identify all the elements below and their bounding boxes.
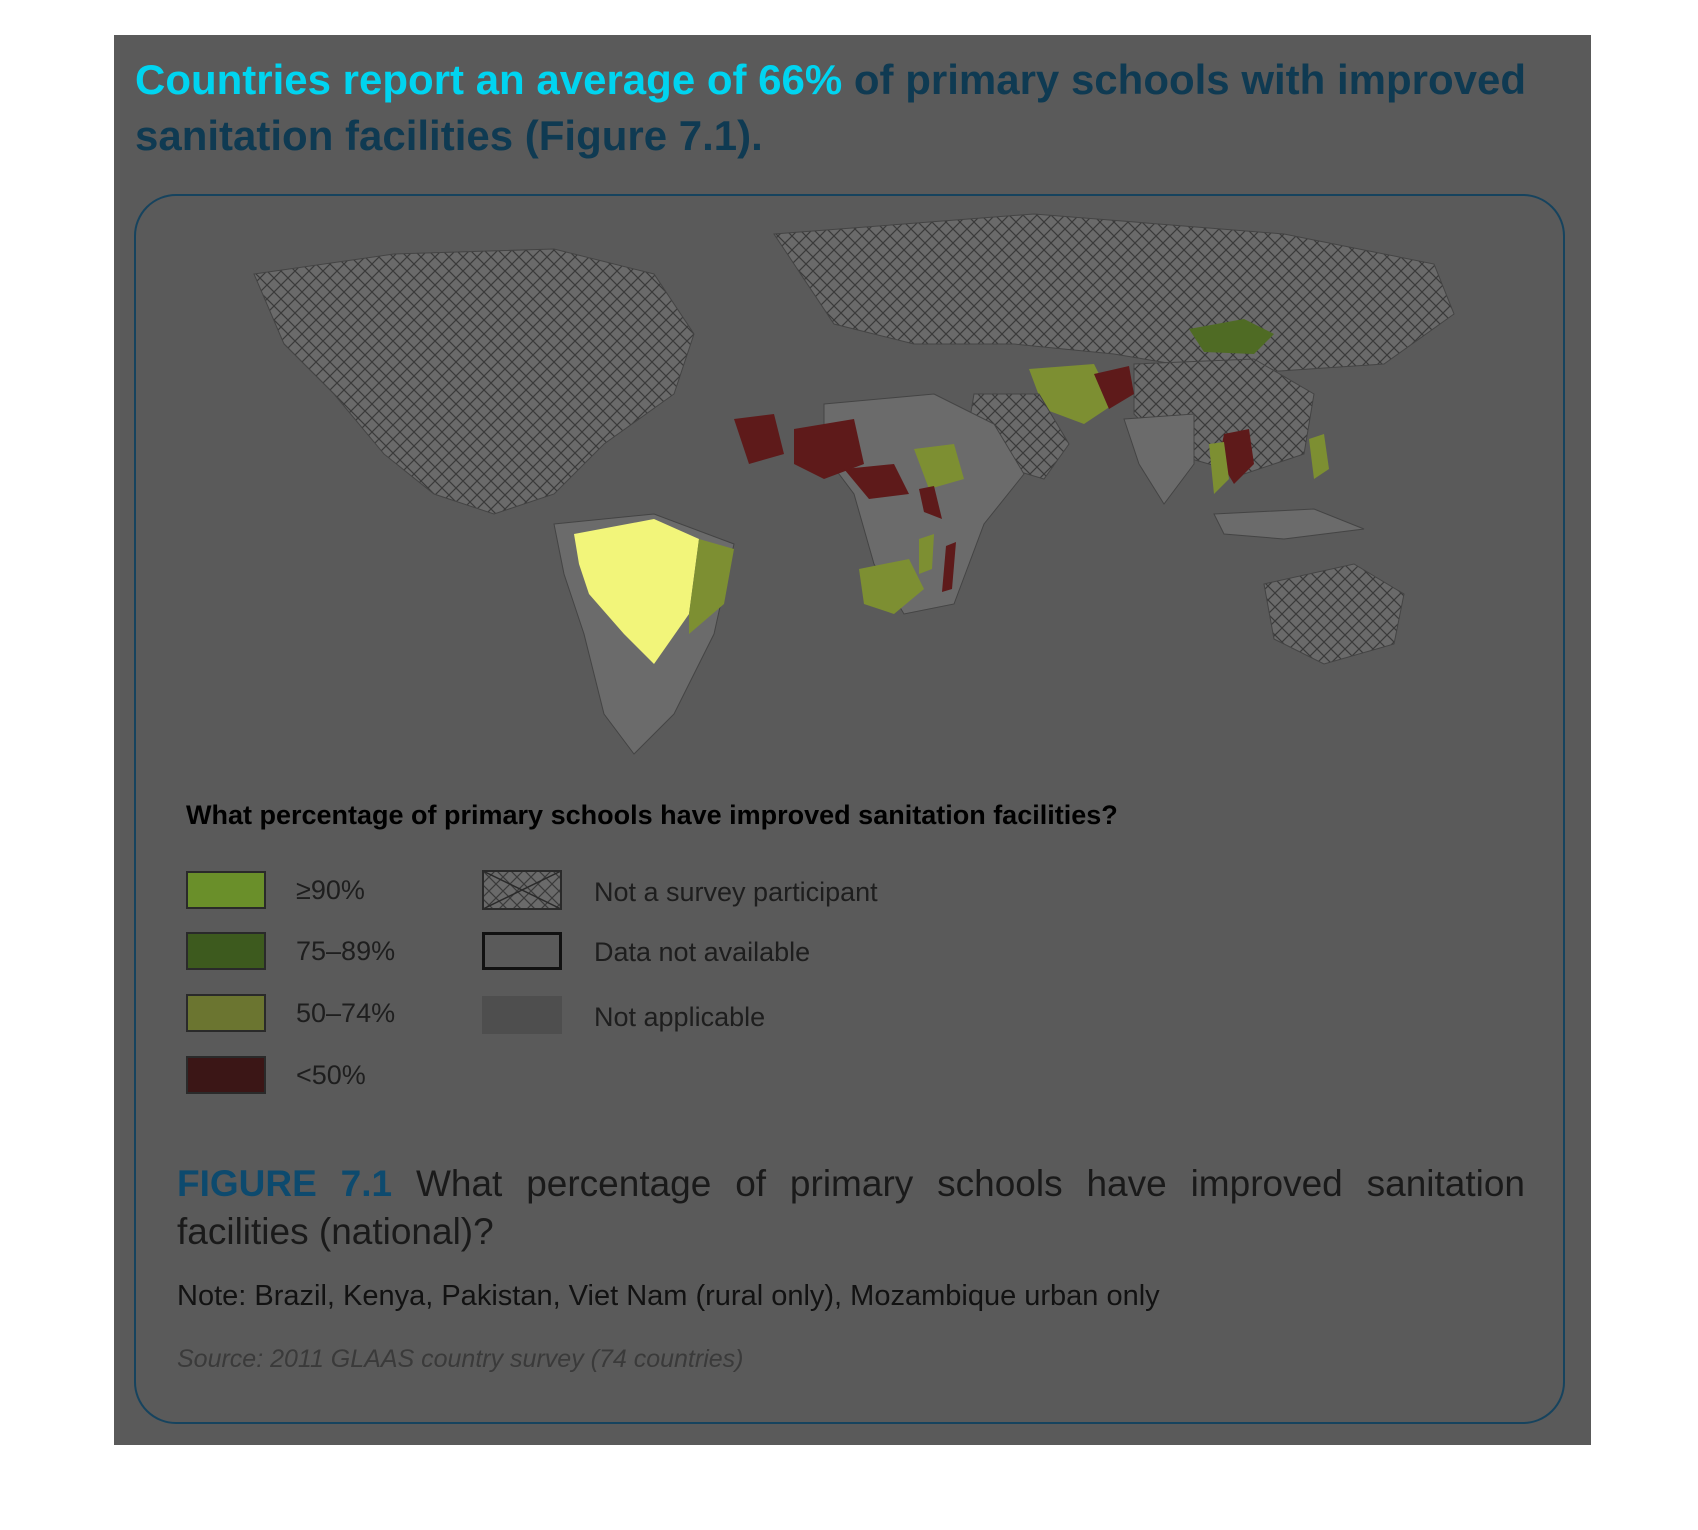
figure-caption bbox=[177, 1160, 1525, 1256]
page-heading bbox=[135, 52, 1535, 164]
legend-swatch-not-applicable bbox=[482, 996, 562, 1034]
legend-swatch-50-74 bbox=[186, 994, 266, 1032]
legend-question: What percentage of primary schools have improved sanitation facilities? bbox=[186, 800, 1118, 830]
legend-swatch-75-89 bbox=[186, 932, 266, 970]
region-india bbox=[1124, 414, 1194, 504]
legend-label-no-data: Data not available bbox=[594, 937, 811, 967]
legend-label-50-74: 50–74% bbox=[296, 998, 396, 1028]
figure-source: Source: 2011 GLAAS country survey (74 countries) bbox=[177, 1345, 744, 1373]
legend-swatch-lt50 bbox=[186, 1056, 266, 1094]
legend-label-not-participant: Not a survey participant bbox=[594, 877, 878, 907]
heading-rest: of primary schools with improved sanitation facilities (Figure 7.1). bbox=[135, 56, 1527, 159]
region-west-africa bbox=[734, 414, 784, 464]
legend-label-not-applicable: Not applicable bbox=[594, 1002, 766, 1032]
region-philippines bbox=[1309, 434, 1329, 479]
legend-label-75-89: 75–89% bbox=[296, 936, 396, 966]
region-eurasia bbox=[774, 214, 1454, 374]
legend-label-lt50: <50% bbox=[296, 1060, 366, 1090]
world-map bbox=[134, 194, 1565, 814]
region-north-america bbox=[254, 249, 694, 514]
region-australia bbox=[1264, 564, 1404, 664]
region-indonesia bbox=[1214, 509, 1364, 539]
figure-note: Note: Brazil, Kenya, Pakistan, Viet Nam (rural only), Mozambique urban only bbox=[177, 1280, 1160, 1312]
legend-swatch-no-data bbox=[482, 932, 562, 970]
region-mozambique bbox=[919, 534, 934, 574]
figure-caption-text: What percentage of primary schools have improved sanitation facilities (national)? bbox=[177, 1163, 1526, 1252]
legend-label-ge90: ≥90% bbox=[296, 875, 365, 905]
heading-highlight: Countries report an average of 66% bbox=[135, 56, 854, 103]
legend-swatch-ge90 bbox=[186, 871, 266, 909]
figure-label: FIGURE 7.1 bbox=[177, 1163, 393, 1204]
legend-swatch-not-participant bbox=[482, 870, 562, 910]
